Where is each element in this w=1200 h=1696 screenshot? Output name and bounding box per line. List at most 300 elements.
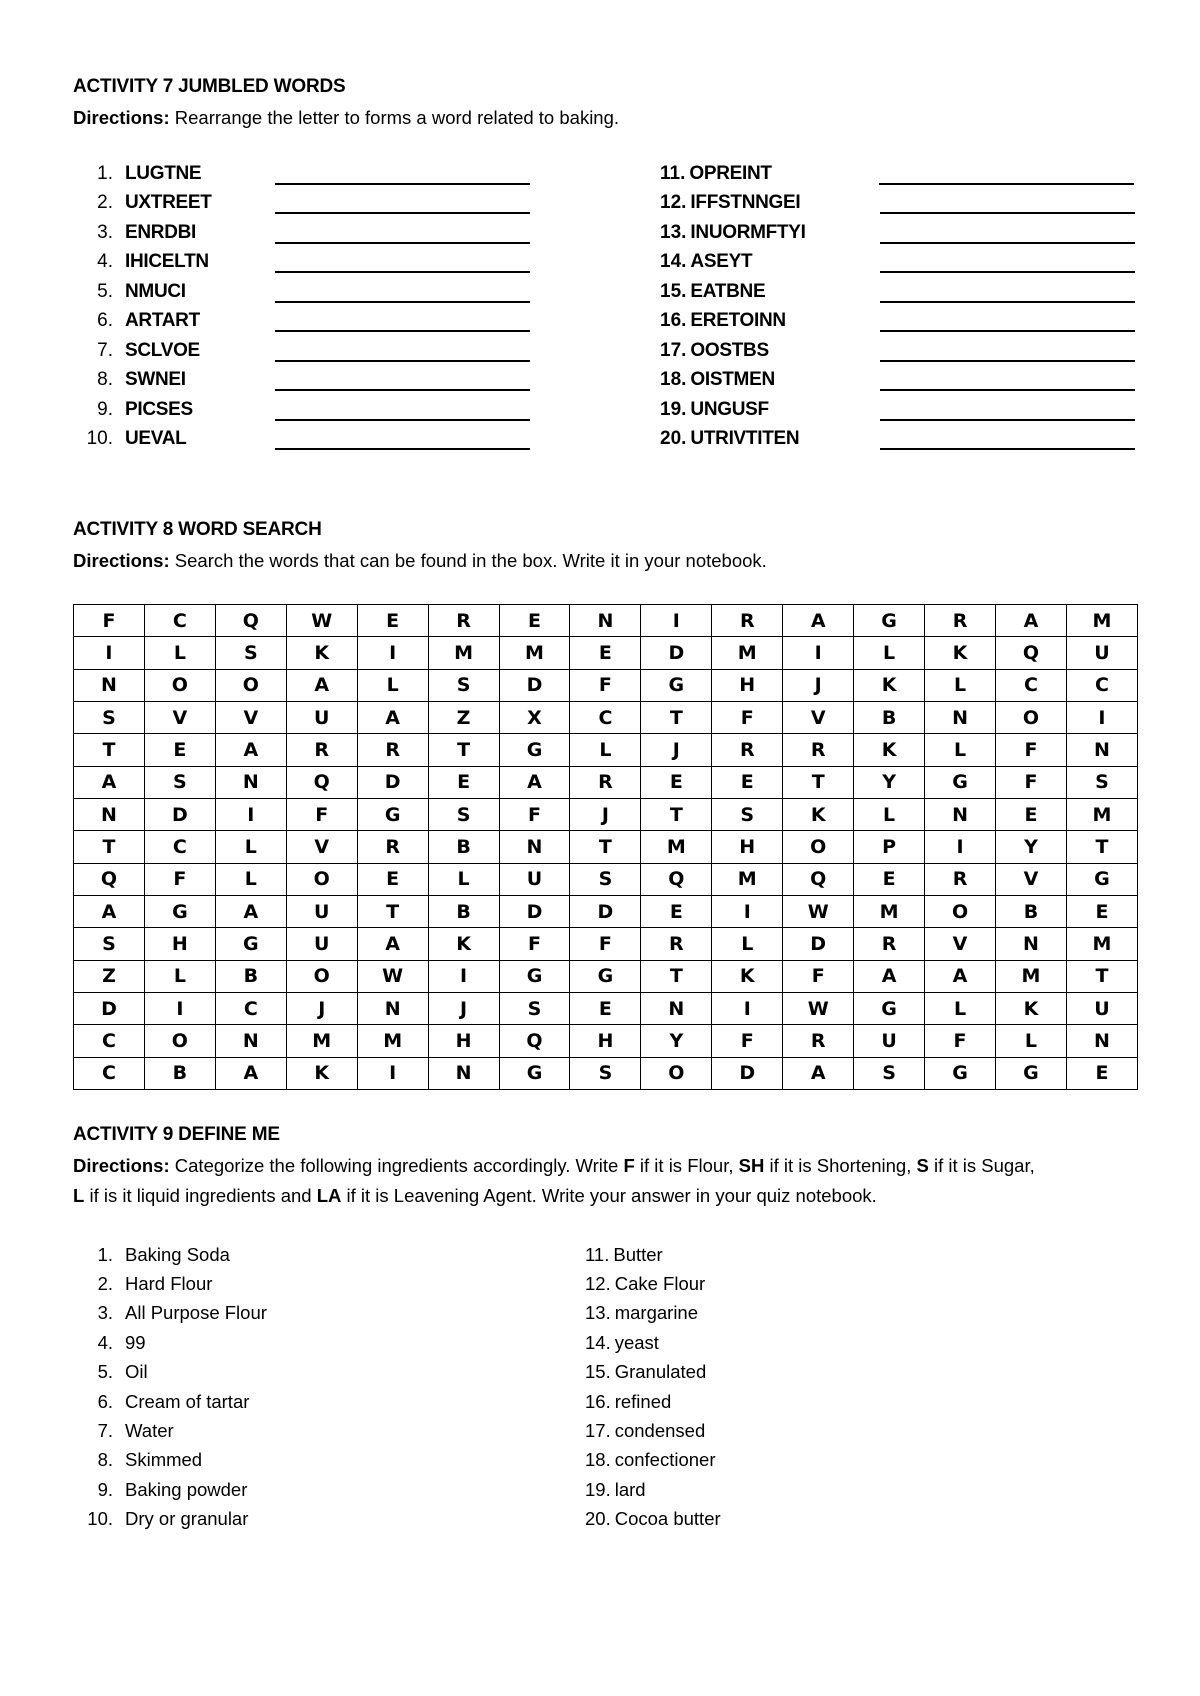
grid-cell: U	[286, 701, 357, 733]
grid-cell: N	[357, 992, 428, 1024]
grid-cell: M	[286, 1025, 357, 1057]
grid-cell: R	[712, 734, 783, 766]
grid-cell: N	[925, 798, 996, 830]
jumbled-word: OOSTBS	[690, 339, 769, 361]
grid-cell: H	[712, 831, 783, 863]
answer-blank[interactable]	[880, 434, 1135, 450]
activity9-directions	[73, 1151, 1035, 1211]
grid-cell: K	[712, 960, 783, 992]
grid-row	[74, 605, 1138, 637]
grid-cell: G	[499, 1057, 570, 1089]
grid-cell: K	[428, 928, 499, 960]
jumbled-item	[65, 366, 585, 396]
ingredient-name: confectioner	[614, 1449, 716, 1471]
grid-cell: G	[641, 669, 712, 701]
grid-row	[74, 734, 1138, 766]
grid-cell: S	[499, 992, 570, 1024]
grid-cell: K	[995, 992, 1066, 1024]
grid-row	[74, 701, 1138, 733]
grid-cell: L	[712, 928, 783, 960]
grid-cell: O	[641, 1057, 712, 1089]
grid-cell: T	[74, 831, 145, 863]
item-number: 13.	[660, 221, 687, 243]
grid-cell: L	[925, 734, 996, 766]
answer-blank[interactable]	[880, 228, 1135, 244]
grid-cell: F	[144, 863, 215, 895]
jumbled-item	[660, 336, 1180, 366]
ingredient-item	[65, 1299, 267, 1328]
jumbled-item	[65, 395, 585, 425]
grid-cell: B	[215, 960, 286, 992]
grid-cell: N	[641, 992, 712, 1024]
grid-cell: F	[570, 928, 641, 960]
ingredient-name: Hard Flour	[125, 1273, 213, 1295]
item-number: 15.	[585, 1361, 611, 1383]
grid-cell: T	[1066, 831, 1137, 863]
ingredient-list-right	[585, 1240, 721, 1534]
answer-blank[interactable]	[275, 405, 530, 421]
grid-cell: C	[144, 605, 215, 637]
grid-cell: M	[428, 637, 499, 669]
item-number: 5.	[97, 280, 113, 302]
answer-blank[interactable]	[275, 198, 530, 214]
grid-cell: B	[144, 1057, 215, 1089]
ingredient-name: refined	[614, 1390, 672, 1412]
grid-cell: S	[570, 1057, 641, 1089]
grid-cell: Q	[995, 637, 1066, 669]
item-number: 19.	[585, 1478, 611, 1500]
ingredient-name: Skimmed	[125, 1449, 203, 1471]
grid-cell: E	[144, 734, 215, 766]
jumbled-word: UEVAL	[125, 428, 187, 450]
grid-cell: W	[783, 992, 854, 1024]
jumbled-item	[660, 218, 1180, 248]
grid-cell: L	[215, 831, 286, 863]
grid-cell: T	[74, 734, 145, 766]
grid-cell: E	[570, 637, 641, 669]
grid-cell: G	[854, 992, 925, 1024]
grid-cell: O	[144, 669, 215, 701]
grid-cell: Q	[499, 1025, 570, 1057]
grid-cell: L	[995, 1025, 1066, 1057]
jumbled-item	[660, 307, 1180, 337]
grid-cell: N	[1066, 734, 1137, 766]
ingredient-name: margarine	[614, 1302, 699, 1324]
answer-blank[interactable]	[880, 257, 1135, 273]
item-number: 3.	[97, 1302, 113, 1324]
grid-cell: L	[357, 669, 428, 701]
answer-blank[interactable]	[880, 316, 1135, 332]
item-number: 17.	[660, 339, 687, 361]
answer-blank[interactable]	[275, 257, 530, 273]
grid-cell: G	[357, 798, 428, 830]
grid-cell: Y	[995, 831, 1066, 863]
code-flour: F	[623, 1155, 635, 1176]
grid-cell: A	[783, 605, 854, 637]
grid-cell: D	[783, 928, 854, 960]
code-leavening: LA	[316, 1185, 342, 1206]
grid-cell: O	[144, 1025, 215, 1057]
grid-cell: S	[570, 863, 641, 895]
grid-cell: F	[499, 928, 570, 960]
grid-cell: U	[286, 928, 357, 960]
item-number: 15.	[660, 280, 687, 302]
jumbled-word: ARTART	[125, 310, 200, 332]
item-number: 4.	[97, 1331, 113, 1353]
jumbled-word: PICSES	[125, 398, 193, 420]
grid-cell: R	[641, 928, 712, 960]
grid-cell: E	[995, 798, 1066, 830]
ingredient-name: Baking powder	[125, 1478, 248, 1500]
grid-cell: M	[712, 863, 783, 895]
grid-row	[74, 637, 1138, 669]
grid-cell: V	[783, 701, 854, 733]
answer-blank[interactable]	[275, 228, 530, 244]
grid-cell: K	[286, 637, 357, 669]
grid-cell: L	[428, 863, 499, 895]
jumbled-item	[660, 248, 1180, 278]
item-number: 14.	[585, 1331, 611, 1353]
grid-cell: M	[712, 637, 783, 669]
grid-cell: O	[286, 960, 357, 992]
grid-cell: F	[995, 766, 1066, 798]
grid-cell: S	[74, 928, 145, 960]
grid-cell: O	[286, 863, 357, 895]
jumbled-word: UNGUSF	[690, 398, 769, 420]
item-number: 5.	[97, 1361, 113, 1383]
answer-blank[interactable]	[275, 434, 530, 450]
answer-blank[interactable]	[880, 346, 1135, 362]
directions-text: if is it liquid ingredients and	[84, 1185, 317, 1206]
jumbled-item	[65, 248, 585, 278]
directions-text: if it is Leavening Agent. Write your answer in your quiz notebook.	[341, 1185, 877, 1206]
grid-cell: F	[995, 734, 1066, 766]
grid-cell: F	[712, 701, 783, 733]
item-number: 20.	[660, 428, 687, 450]
grid-cell: H	[712, 669, 783, 701]
grid-row	[74, 831, 1138, 863]
item-number: 10.	[87, 1508, 113, 1530]
grid-row	[74, 960, 1138, 992]
grid-cell: V	[286, 831, 357, 863]
grid-cell: N	[215, 766, 286, 798]
ingredient-name: All Purpose Flour	[125, 1302, 267, 1324]
jumbled-list-right	[660, 159, 1180, 454]
grid-cell: F	[286, 798, 357, 830]
grid-cell: G	[854, 605, 925, 637]
item-number: 2.	[97, 192, 113, 214]
grid-cell: C	[995, 669, 1066, 701]
grid-cell: A	[215, 734, 286, 766]
activity8-directions-label: Directions:	[73, 550, 170, 571]
grid-cell: B	[428, 831, 499, 863]
grid-cell: A	[286, 669, 357, 701]
activity8-directions-text: Search the words that can be found in the box. Write it in your notebook.	[169, 550, 767, 571]
grid-cell: C	[1066, 669, 1137, 701]
ingredient-item	[65, 1505, 267, 1534]
grid-cell: I	[357, 637, 428, 669]
grid-cell: S	[74, 701, 145, 733]
activity7-directions-text: Rearrange the letter to forms a word related to baking.	[169, 107, 620, 128]
answer-blank[interactable]	[880, 287, 1135, 303]
grid-cell: K	[854, 734, 925, 766]
grid-cell: K	[286, 1057, 357, 1089]
grid-cell: N	[995, 928, 1066, 960]
grid-cell: J	[570, 798, 641, 830]
jumbled-word: IFFSTNNGEI	[690, 192, 801, 214]
grid-cell: L	[925, 992, 996, 1024]
answer-blank[interactable]	[275, 169, 530, 185]
grid-cell: K	[783, 798, 854, 830]
item-number: 12.	[660, 192, 687, 214]
grid-cell: A	[357, 928, 428, 960]
ingredient-name: Cream of tartar	[125, 1390, 250, 1412]
grid-cell: M	[499, 637, 570, 669]
grid-cell: A	[783, 1057, 854, 1089]
grid-cell: D	[641, 637, 712, 669]
grid-cell: V	[925, 928, 996, 960]
ingredient-name: Oil	[125, 1361, 148, 1383]
answer-blank[interactable]	[880, 198, 1135, 214]
item-number: 16.	[660, 310, 687, 332]
grid-cell: E	[1066, 895, 1137, 927]
ingredient-item	[585, 1358, 721, 1387]
grid-cell: O	[925, 895, 996, 927]
grid-cell: S	[428, 798, 499, 830]
grid-cell: U	[854, 1025, 925, 1057]
ingredient-item	[65, 1269, 267, 1298]
jumbled-word: ERETOINN	[690, 310, 786, 332]
grid-cell: Q	[641, 863, 712, 895]
grid-cell: R	[286, 734, 357, 766]
answer-blank[interactable]	[275, 287, 530, 303]
grid-cell: G	[995, 1057, 1066, 1089]
ingredient-list-left	[65, 1240, 267, 1534]
grid-cell: Q	[783, 863, 854, 895]
grid-cell: F	[74, 605, 145, 637]
grid-cell: L	[570, 734, 641, 766]
grid-cell: H	[144, 928, 215, 960]
grid-cell: D	[499, 895, 570, 927]
answer-blank[interactable]	[275, 346, 530, 362]
ingredient-item	[585, 1387, 721, 1416]
item-number: 18.	[585, 1449, 611, 1471]
directions-text: Categorize the following ingredients accordingly. Write	[169, 1155, 624, 1176]
grid-cell: N	[74, 669, 145, 701]
jumbled-word: OPREINT	[689, 162, 772, 184]
grid-cell: R	[428, 605, 499, 637]
ingredient-item	[65, 1387, 267, 1416]
grid-cell: I	[783, 637, 854, 669]
item-number: 4.	[97, 251, 113, 273]
ingredient-name: Cocoa butter	[614, 1508, 721, 1530]
directions-text: if it is Flour,	[634, 1155, 739, 1176]
grid-cell: Y	[641, 1025, 712, 1057]
grid-cell: D	[357, 766, 428, 798]
grid-row	[74, 863, 1138, 895]
grid-cell: T	[357, 895, 428, 927]
grid-cell: D	[712, 1057, 783, 1089]
grid-cell: A	[74, 895, 145, 927]
grid-cell: F	[499, 798, 570, 830]
jumbled-item	[65, 307, 585, 337]
grid-cell: E	[499, 605, 570, 637]
jumbled-item	[660, 425, 1180, 455]
grid-cell: F	[925, 1025, 996, 1057]
grid-cell: K	[854, 669, 925, 701]
grid-cell: R	[570, 766, 641, 798]
jumbled-item	[660, 159, 1180, 189]
grid-cell: F	[783, 960, 854, 992]
grid-cell: M	[995, 960, 1066, 992]
item-number: 13.	[585, 1302, 611, 1324]
grid-cell: T	[641, 798, 712, 830]
grid-cell: G	[215, 928, 286, 960]
ingredient-name: Butter	[613, 1243, 663, 1265]
jumbled-word: ASEYT	[690, 251, 753, 273]
grid-cell: Y	[854, 766, 925, 798]
grid-cell: D	[570, 895, 641, 927]
grid-cell: Z	[74, 960, 145, 992]
grid-cell: E	[570, 992, 641, 1024]
directions-text: if it is Sugar,	[928, 1155, 1035, 1176]
grid-cell: L	[215, 863, 286, 895]
jumbled-word: NMUCI	[125, 280, 186, 302]
grid-cell: R	[854, 928, 925, 960]
jumbled-word: LUGTNE	[125, 162, 202, 184]
ingredient-name: lard	[614, 1478, 646, 1500]
grid-cell: M	[854, 895, 925, 927]
grid-cell: B	[995, 895, 1066, 927]
answer-blank[interactable]	[880, 375, 1135, 391]
directions-text: if it is Shortening,	[764, 1155, 917, 1176]
ingredient-name: yeast	[614, 1331, 659, 1353]
grid-cell: A	[215, 895, 286, 927]
ingredient-name: Granulated	[614, 1361, 707, 1383]
jumbled-item	[65, 159, 585, 189]
grid-cell: C	[144, 831, 215, 863]
activity7-directions-label: Directions:	[73, 107, 170, 128]
grid-cell: J	[286, 992, 357, 1024]
grid-row	[74, 895, 1138, 927]
grid-cell: J	[641, 734, 712, 766]
grid-cell: N	[499, 831, 570, 863]
grid-cell: A	[854, 960, 925, 992]
jumbled-list-left	[65, 159, 585, 454]
grid-cell: N	[570, 605, 641, 637]
grid-cell: X	[499, 701, 570, 733]
grid-cell: E	[357, 863, 428, 895]
jumbled-word: IHICELTN	[125, 251, 209, 273]
grid-cell: W	[286, 605, 357, 637]
grid-cell: Q	[215, 605, 286, 637]
grid-cell: I	[712, 895, 783, 927]
jumbled-item	[65, 336, 585, 366]
grid-cell: G	[144, 895, 215, 927]
item-number: 8.	[97, 369, 113, 391]
grid-cell: C	[570, 701, 641, 733]
item-number: 11.	[585, 1243, 610, 1265]
answer-blank[interactable]	[275, 375, 530, 391]
grid-cell: C	[74, 1025, 145, 1057]
grid-cell: E	[854, 863, 925, 895]
grid-cell: L	[144, 637, 215, 669]
jumbled-item	[660, 395, 1180, 425]
grid-cell: C	[74, 1057, 145, 1089]
grid-cell: A	[499, 766, 570, 798]
ingredient-item	[585, 1299, 721, 1328]
grid-cell: N	[1066, 1025, 1137, 1057]
grid-cell: L	[144, 960, 215, 992]
grid-cell: R	[357, 831, 428, 863]
grid-cell: L	[925, 669, 996, 701]
item-number: 9.	[97, 398, 113, 420]
item-number: 3.	[97, 221, 113, 243]
ingredient-name: Cake Flour	[614, 1273, 706, 1295]
ingredient-item	[585, 1269, 721, 1298]
jumbled-item	[660, 366, 1180, 396]
ingredient-item	[65, 1446, 267, 1475]
grid-cell: M	[641, 831, 712, 863]
answer-blank[interactable]	[880, 405, 1135, 421]
grid-cell: R	[783, 1025, 854, 1057]
word-search-grid	[73, 604, 1138, 1090]
jumbled-word: OISTMEN	[690, 369, 775, 391]
activity7-directions	[73, 103, 619, 133]
grid-cell: U	[1066, 992, 1137, 1024]
jumbled-item	[65, 277, 585, 307]
ingredient-name: Baking Soda	[125, 1243, 230, 1265]
jumbled-word: SWNEI	[125, 369, 186, 391]
jumbled-word: UTRIVTITEN	[690, 428, 800, 450]
grid-cell: E	[712, 766, 783, 798]
code-shortening: SH	[738, 1155, 765, 1176]
grid-cell: O	[995, 701, 1066, 733]
ingredient-name: Water	[125, 1420, 174, 1442]
ingredient-item	[65, 1475, 267, 1504]
grid-row	[74, 928, 1138, 960]
code-liquid: L	[73, 1185, 85, 1206]
item-number: 6.	[97, 1390, 113, 1412]
grid-cell: R	[783, 734, 854, 766]
grid-cell: I	[641, 605, 712, 637]
grid-cell: I	[74, 637, 145, 669]
item-number: 7.	[97, 1420, 113, 1442]
answer-blank[interactable]	[275, 316, 530, 332]
grid-cell: T	[641, 960, 712, 992]
grid-cell: G	[925, 766, 996, 798]
grid-row	[74, 1057, 1138, 1089]
jumbled-word: ENRDBI	[125, 221, 197, 243]
item-number: 11.	[660, 162, 686, 184]
grid-row	[74, 766, 1138, 798]
grid-row	[74, 1025, 1138, 1057]
item-number: 9.	[97, 1478, 113, 1500]
grid-cell: B	[428, 895, 499, 927]
grid-cell: G	[499, 960, 570, 992]
grid-cell: A	[74, 766, 145, 798]
grid-cell: N	[74, 798, 145, 830]
grid-cell: U	[499, 863, 570, 895]
answer-blank[interactable]	[879, 169, 1134, 185]
grid-cell: L	[854, 798, 925, 830]
grid-cell: F	[570, 669, 641, 701]
item-number: 19.	[660, 398, 687, 420]
item-number: 6.	[97, 310, 113, 332]
jumbled-item	[65, 425, 585, 455]
grid-cell: A	[215, 1057, 286, 1089]
grid-cell: E	[428, 766, 499, 798]
